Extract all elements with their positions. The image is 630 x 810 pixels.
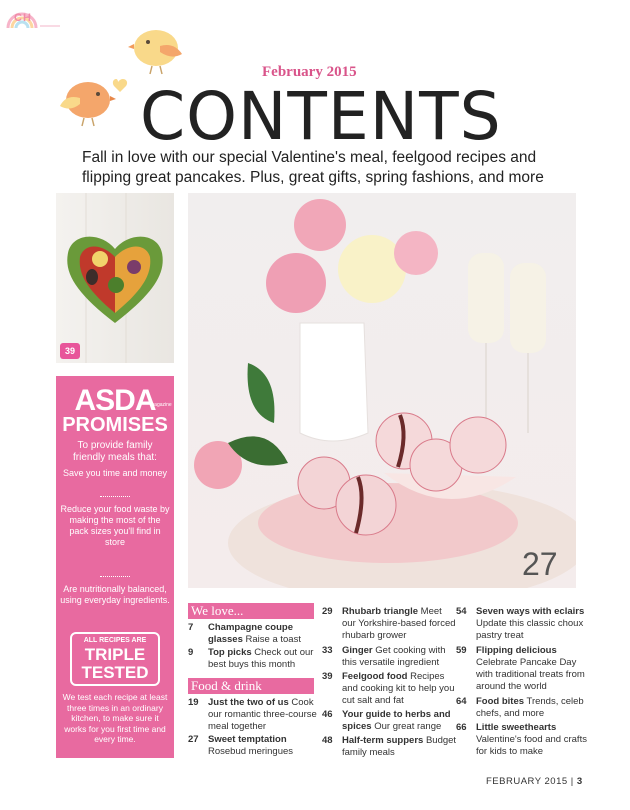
- entry-title: Champagne coupe glasses: [208, 622, 293, 645]
- entry-desc: Our great range: [374, 721, 442, 732]
- badge-top-text: ALL RECIPES ARE: [83, 637, 147, 644]
- badge-main-text: TRIPLE TESTED: [81, 645, 149, 682]
- entry-title: Your guide to herbs and spices: [342, 709, 451, 732]
- asda-logo: ASDA: [74, 384, 156, 417]
- asda-logo-sub: magazine: [150, 402, 172, 408]
- contents-entry[interactable]: [188, 622, 323, 646]
- page-title: CONTENTS: [140, 78, 502, 155]
- entry-title: Little sweethearts: [476, 722, 557, 733]
- entry-desc: Budget family meals: [342, 735, 457, 758]
- entry-desc: Cook our romantic three-course meal together: [208, 697, 317, 732]
- entry-desc: Valentine's food and crafts for kids to make: [476, 734, 587, 757]
- footer-page-number: 3: [576, 776, 583, 787]
- contents-entry[interactable]: [322, 671, 457, 707]
- entry-title: Just the two of us: [208, 697, 289, 708]
- contents-entry[interactable]: [322, 735, 457, 759]
- logo-text: CH: [14, 12, 32, 24]
- contents-entry[interactable]: [456, 645, 594, 693]
- contents-entry[interactable]: [322, 645, 457, 669]
- contents-entry[interactable]: [188, 647, 323, 671]
- entry-page: 29: [322, 606, 333, 617]
- contents-entry[interactable]: [188, 697, 323, 733]
- promise-item: Are nutritionally balanced, using everyday ingredients.: [60, 584, 170, 605]
- contents-entry[interactable]: [322, 709, 457, 733]
- entry-desc: Get cooking with this versatile ingredient: [342, 645, 446, 668]
- page-footer: [486, 776, 583, 787]
- contents-entry[interactable]: [456, 606, 594, 642]
- entry-desc: Meet our Yorkshire-based forced rhubarb grower: [342, 606, 456, 641]
- asda-promises-panel: [56, 376, 174, 758]
- promise-item: Reduce your food waste by making the most of the pack sizes you'll find in store: [60, 504, 170, 547]
- entry-desc: Update this classic choux pastry treat: [476, 618, 584, 641]
- issue-date: February 2015: [262, 64, 357, 80]
- entry-title: Flipping delicious: [476, 645, 557, 656]
- entry-title: Rhubarb triangle: [342, 606, 419, 617]
- section-heading-food-drink: Food & drink: [188, 678, 314, 694]
- rainbow-logo-icon: [4, 4, 62, 34]
- entry-page: 48: [322, 735, 333, 746]
- entry-page: 66: [456, 722, 467, 733]
- contents-entry[interactable]: [322, 606, 457, 642]
- promises-lead: To provide family friendly meals that:: [73, 440, 157, 463]
- entry-page: 33: [322, 645, 333, 656]
- contents-entry[interactable]: [456, 722, 594, 758]
- thumbnail-page-number: 39: [60, 343, 80, 359]
- entry-page: 54: [456, 606, 467, 617]
- entry-title: Ginger: [342, 645, 373, 656]
- entry-page: 9: [188, 647, 194, 658]
- entry-desc: Celebrate Pancake Day with traditional treats from around the world: [476, 657, 585, 692]
- entry-desc: Rosebud meringues: [208, 746, 294, 757]
- entry-desc: Trends, celeb chefs, and more: [476, 696, 584, 719]
- promise-item: Save you time and money: [62, 468, 168, 478]
- section-heading-we-love: We love...: [188, 603, 314, 619]
- entry-desc: Recipes and cooking kit to help you cut salt and fat: [342, 671, 455, 706]
- divider: [100, 496, 130, 497]
- intro-text: Fall in love with our special Valentine's meal, feelgood recipes and flipping great pancakes. Plus, great gifts, spring fashions, and more: [82, 149, 544, 186]
- meringue-hero-image: [188, 193, 576, 588]
- footer-separator: |: [567, 776, 577, 787]
- entry-page: 27: [188, 734, 199, 745]
- footer-issue: FEBRUARY 2015: [486, 776, 568, 787]
- promises-heading: PROMISES: [62, 414, 168, 436]
- entry-desc: Raise a toast: [245, 634, 301, 645]
- divider: [100, 576, 130, 577]
- entry-title: Seven ways with eclairs: [476, 606, 585, 617]
- contents-entry[interactable]: [456, 696, 594, 720]
- entry-title: Half-term suppers: [342, 735, 424, 746]
- entry-title: Top picks: [208, 647, 252, 658]
- entry-page: 39: [322, 671, 333, 682]
- entry-page: 7: [188, 622, 194, 633]
- promises-closing: We test each recipe at least three times in an ordinary kitchen, to make sure it works for you first time and every time.: [62, 692, 168, 744]
- heart-food-image: [56, 193, 174, 363]
- orange-bird-icon: [58, 68, 138, 128]
- entry-title: Sweet temptation: [208, 734, 287, 745]
- entry-page: 19: [188, 697, 199, 708]
- entry-page: 46: [322, 709, 333, 720]
- hero-page-number: 27: [522, 546, 558, 582]
- contents-entry[interactable]: [188, 734, 323, 758]
- entry-desc: Check out our best buys this month: [208, 647, 314, 670]
- entry-title: Feelgood food: [342, 671, 408, 682]
- entry-page: 64: [456, 696, 467, 707]
- entry-page: 59: [456, 645, 467, 656]
- entry-title: Food bites: [476, 696, 525, 707]
- triple-tested-badge: [70, 632, 160, 686]
